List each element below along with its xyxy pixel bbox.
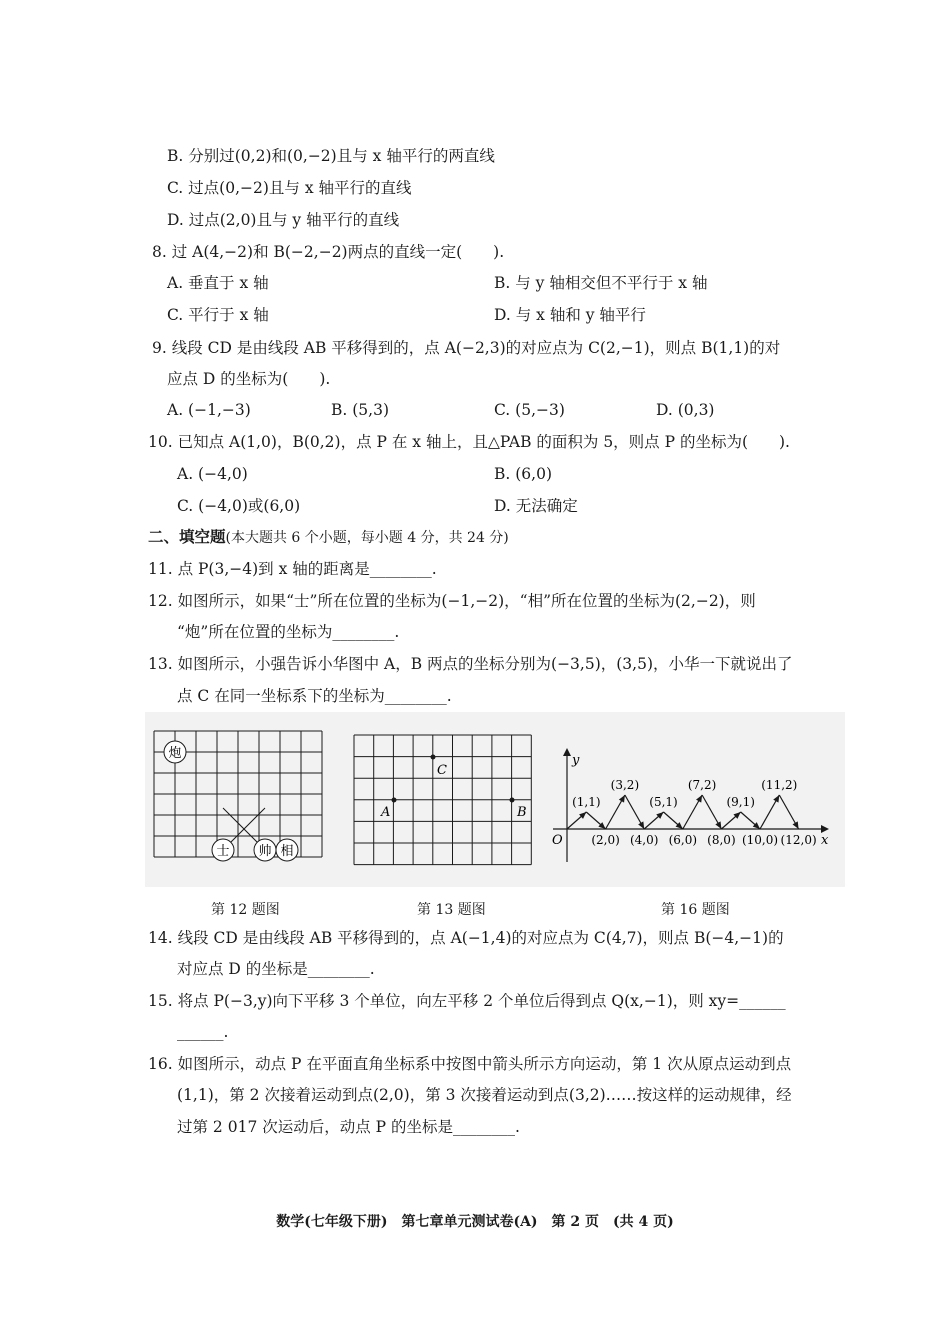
fig16-peak-label: (5,1) [649,795,678,809]
q8-option-d: D. 与 x 轴和 y 轴平行 [494,306,646,324]
q7-option-b: B. 分别过(0,2)和(0,−2)且与 x 轴平行的两直线 [167,147,495,165]
q8-option-a: A. 垂直于 x 轴 [167,274,269,292]
fig12-piece-shi [212,839,234,861]
fig13-point-c [431,755,436,760]
fig16-y-arrow-icon [563,748,571,756]
q8-stem: 8. 过 A(4,−2)和 B(−2,−2)两点的直线一定( ). [152,243,505,261]
fig12-board [154,731,322,861]
q11-stem: 11. 点 P(3,−4)到 x 轴的距离是________. [148,560,437,578]
fig13-grid [354,735,531,865]
fig16-base-label: (12,0) [780,833,817,847]
fig16-peak-label: (1,1) [572,795,601,809]
fig12-piece-xiang-label: 相 [280,844,294,859]
fig13-label-a: A [381,805,391,820]
fig12-piece-pao [164,741,186,763]
q12-stem-line2: “炮”所在位置的坐标为________. [177,623,400,641]
fig16-peak-label: (7,2) [687,778,717,792]
fig16-peak-label: (9,1) [726,795,755,809]
section-note: (本大题共 6 个小题，每小题 4 分，共 24 分) [225,530,509,546]
q10-option-d: D. 无法确定 [494,497,578,515]
fig13-label-b: B [517,805,527,820]
q10-option-c: C. (−4,0)或(6,0) [177,497,301,515]
q16-stem-line2: (1,1)，第 2 次接着运动到点(2,0)，第 3 次接着运动到点(3,2)……按这样的运动规律，经 [177,1086,792,1104]
q10-option-a: A. (−4,0) [177,465,248,483]
figures-svg [145,712,845,887]
q9-option-b: B. (5,3) [331,401,389,419]
q10-option-b: B. (6,0) [494,465,552,483]
q15-stem-line2: ______. [177,1023,229,1041]
fig12-caption: 第 12 题图 [211,902,280,918]
q9-option-d: D. (0,3) [656,401,715,419]
fig16-graph [552,748,829,862]
fig16-y-label: y [572,753,580,768]
fig16-base-label: (4,0) [629,833,659,847]
fig12-piece-shuai [254,839,276,861]
q9-option-a: A. (−1,−3) [167,401,251,419]
page-footer: 数学(七年级下册) 第七章单元测试卷(A) 第 2 页 (共 4 页) [276,1214,674,1230]
q16-stem-line1: 16. 如图所示，动点 P 在平面直角坐标系中按图中箭头所示方向运动，第 1 次从原点运动到点 [148,1055,792,1073]
fig13-point-b [510,798,515,803]
fig12-piece-shuai-label: 帅 [258,844,272,859]
q7-option-c: C. 过点(0,−2)且与 x 轴平行的直线 [167,179,412,197]
fig16-caption: 第 16 题图 [661,902,730,918]
fig16-base-label: (2,0) [591,833,620,847]
q13-stem-line2: 点 C 在同一坐标系下的坐标为________. [177,687,452,705]
fig16-peak-label: (3,2) [610,778,640,792]
q14-stem-line1: 14. 线段 CD 是由线段 AB 平移得到的，点 A(−1,4)的对应点为 C(4,7)，则点 B(−4,−1)的 [148,929,784,947]
q9-stem-line1: 9. 线段 CD 是由线段 AB 平移得到的，点 A(−2,3)的对应点为 C(2,−1)，则点 B(1,1)的对 [152,339,781,357]
q9-stem-line2: 应点 D 的坐标为( ). [167,370,331,388]
fig13-caption: 第 13 题图 [417,902,486,918]
q12-stem-line1: 12. 如图所示，如果“士”所在位置的坐标为(−1,−2)，“相”所在位置的坐标为(2,−2)，则 [148,592,756,610]
q10-stem: 10. 已知点 A(1,0)，B(0,2)，点 P 在 x 轴上，且△PAB 的面积为 5，则点 P 的坐标为( ). [148,433,790,451]
fig12-piece-xiang [276,839,298,861]
q16-stem-line3: 过第 2 017 次运动后，动点 P 的坐标是________. [177,1118,520,1136]
q8-option-b: B. 与 y 轴相交但不平行于 x 轴 [494,274,708,292]
fig13-point-a [392,798,397,803]
fig16-base-label: (8,0) [707,833,736,847]
fig16-labels [572,778,817,847]
fig12-piece-pao-label: 炮 [168,746,182,761]
fig12-piece-shi-label: 士 [216,844,230,859]
q9-option-c: C. (5,−3) [494,401,565,419]
fig13-label-c: C [437,763,447,778]
fig16-base-label: (6,0) [668,833,698,847]
figures-panel [145,712,845,887]
fig16-path [567,795,799,829]
q13-stem-line1: 13. 如图所示，小强告诉小华图中 A，B 两点的坐标分别为(−3,5)，(3,5)，小华一下就说出了 [148,655,793,673]
fig16-peak-label: (11,2) [761,778,798,792]
q15-stem-line1: 15. 将点 P(−3,y)向下平移 3 个单位，向左平移 2 个单位后得到点 Q(x,−1)，则 xy=______ [148,992,786,1010]
fig16-x-arrow-icon [821,825,829,833]
fig16-origin-label: O [552,833,563,848]
section-heading [148,527,509,548]
section-title: 二、填空题 [148,527,226,546]
q8-option-c: C. 平行于 x 轴 [167,306,269,324]
q14-stem-line2: 对应点 D 的坐标是________. [177,960,375,978]
fig16-x-label: x [821,833,829,848]
fig16-base-label: (10,0) [741,833,779,847]
q7-option-d: D. 过点(2,0)且与 y 轴平行的直线 [167,211,400,229]
